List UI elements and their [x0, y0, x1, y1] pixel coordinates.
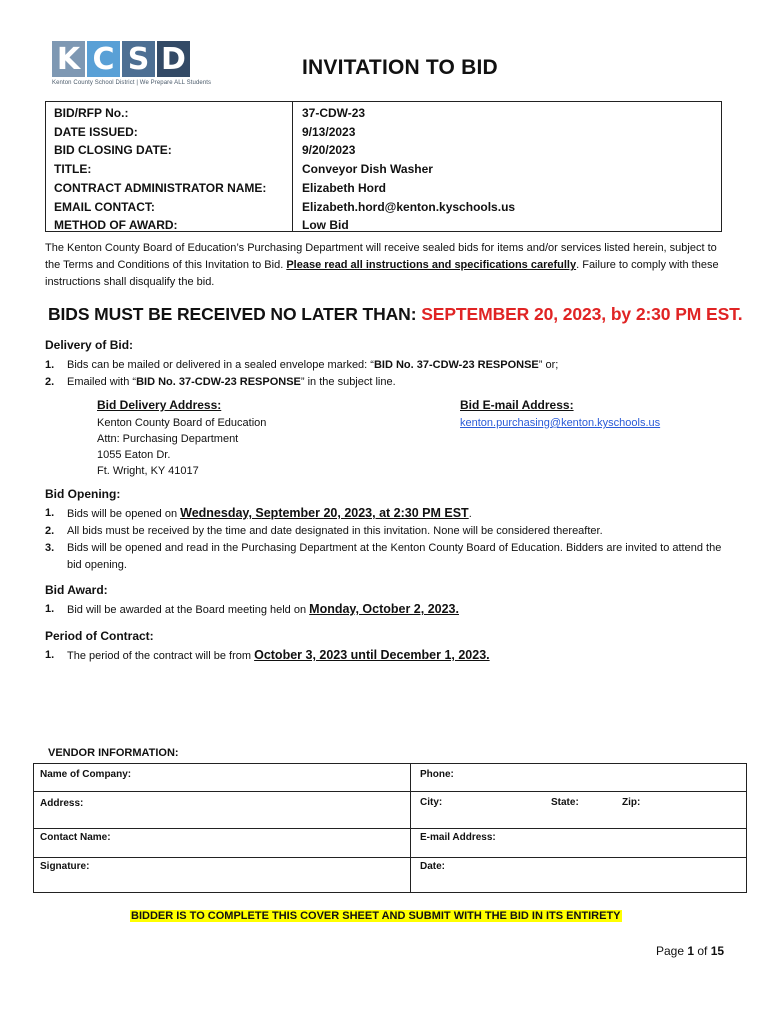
bid-info-values [302, 104, 515, 235]
award-item1-text: Bid will be awarded at the Board meeting held on [67, 604, 310, 616]
purchasing-email-link[interactable]: kenton.purchasing@kenton.kyschools.us [460, 417, 661, 429]
opening-item3-text: Bids will be opened and read in the Purchasing Department at the Kenton County Board of Education. Bidders are invited to attend the bid opening. [67, 542, 722, 571]
label-title: TITLE: [54, 162, 92, 177]
date-field[interactable]: Date: [420, 861, 446, 872]
value-method-of-award: Low Bid [302, 218, 349, 233]
list-number: 1. [45, 649, 55, 661]
vendor-table-row-line [33, 828, 747, 829]
list-item [45, 523, 725, 540]
address-line: Attn: Purchasing Department [97, 433, 239, 445]
contract-heading: Period of Contract: [45, 629, 154, 643]
value-date-issued: 9/13/2023 [302, 124, 356, 139]
list-item [45, 505, 725, 523]
delivery-email-block [460, 397, 660, 431]
opening-item1-bold: Wednesday, September 20, 2023, at 2:30 PM EST [180, 506, 469, 520]
page-total: 15 [710, 944, 725, 958]
phone-field[interactable]: Phone: [420, 769, 454, 780]
label-email-contact: EMAIL CONTACT: [54, 199, 155, 214]
label-bid-no: BID/RFP No.: [54, 106, 129, 120]
vendor-table-row-line [33, 791, 747, 792]
deadline-prefix: BIDS MUST BE RECEIVED NO LATER THAN: [48, 304, 422, 324]
value-title: Conveyor Dish Washer [302, 162, 433, 177]
delivery-item1-end: ” or; [538, 359, 559, 371]
page-of: of [694, 944, 711, 958]
label-method-of-award: METHOD OF AWARD: [54, 218, 178, 233]
contract-item1-bold: October 3, 2023 until December 1, 2023. [254, 648, 490, 662]
vendor-email-field[interactable]: E-mail Address: [420, 832, 496, 843]
address-line: Kenton County Board of Education [97, 417, 267, 429]
award-list [45, 601, 725, 619]
delivery-list [45, 357, 725, 391]
address-field[interactable]: Address: [40, 798, 84, 809]
bid-info-labels [54, 104, 266, 235]
logo-letter-d: D [157, 41, 190, 77]
logo-letter-s: S [122, 41, 155, 77]
list-number: 3. [45, 542, 55, 554]
list-number: 1. [45, 603, 55, 615]
logo-letter-c: C [87, 41, 120, 77]
logo-subtitle: Kenton County School District | We Prepare ALL Students [52, 80, 212, 86]
page-current: 1 [687, 944, 695, 958]
value-closing-date: 9/20/2023 [302, 143, 356, 158]
list-item [45, 647, 725, 665]
delivery-item2-end: ” in the subject line. [300, 376, 396, 388]
delivery-address-heading: Bid Delivery Address: [97, 398, 222, 412]
award-item1-bold: Monday, October 2, 2023. [309, 602, 459, 616]
opening-list [45, 505, 725, 574]
state-field[interactable]: State: [551, 797, 579, 808]
intro-text-2: . Failure to comply with these instructions shall disqualify the bid. [45, 259, 719, 288]
label-administrator: CONTRACT ADMINISTRATOR NAME: [54, 180, 267, 195]
vendor-info-title: VENDOR INFORMATION: [48, 747, 179, 759]
delivery-item2-bold: BID No. 37-CDW-23 RESPONSE [136, 376, 301, 388]
cover-sheet-note: BIDDER IS TO COMPLETE THIS COVER SHEET AND SUBMIT WITH THE BID IN ITS ENTIRETY [131, 910, 621, 922]
list-item [45, 540, 725, 574]
delivery-heading: Delivery of Bid: [45, 338, 134, 352]
label-closing-date: BID CLOSING DATE: [54, 143, 172, 158]
list-item [45, 374, 725, 391]
zip-field[interactable]: Zip: [622, 797, 641, 808]
address-line: 1055 Eaton Dr. [97, 449, 171, 461]
contract-list [45, 647, 725, 665]
deadline-date: SEPTEMBER 20, 2023, by 2:30 PM EST. [421, 304, 743, 324]
value-bid-no: 37-CDW-23 [302, 106, 366, 120]
bid-info-divider [292, 101, 293, 232]
page-number [656, 944, 724, 958]
list-item [45, 601, 725, 619]
deadline-headline [48, 304, 743, 325]
contact-name-field[interactable]: Contact Name: [40, 832, 111, 843]
list-number: 2. [45, 525, 55, 537]
intro-emphasis: Please read all instructions and specifications carefully [286, 259, 577, 271]
opening-item1-text: Bids will be opened on [67, 508, 181, 520]
page-prefix: Page [656, 944, 688, 958]
list-number: 2. [45, 376, 55, 388]
intro-text-1: The Kenton County Board of Education’s Purchasing Department will receive sealed bids for items and/or services listed herein, subject to the Terms and Conditions of this Invitation to Bid. [45, 242, 717, 271]
opening-item2-text: All bids must be received by the time and date designated in this invitation. None will be considered thereafter. [67, 525, 603, 537]
value-email-contact: Elizabeth.hord@kenton.kyschools.us [302, 199, 516, 214]
signature-field[interactable]: Signature: [40, 861, 90, 872]
list-item [45, 357, 725, 374]
vendor-table-row-line [33, 857, 747, 858]
city-field[interactable]: City: [420, 797, 443, 808]
delivery-email-heading: Bid E-mail Address: [460, 398, 574, 412]
delivery-item2-text: Emailed with “ [67, 376, 137, 388]
award-heading: Bid Award: [45, 583, 108, 597]
delivery-item1-bold: BID No. 37-CDW-23 RESPONSE [373, 359, 539, 371]
logo-letter-k: K [52, 41, 85, 77]
opening-item1-end: . [468, 508, 472, 520]
delivery-item1-text: Bids can be mailed or delivered in a sealed envelope marked: “ [67, 359, 374, 371]
contract-item1-text: The period of the contract will be from [67, 650, 255, 662]
document-title: INVITATION TO BID [302, 56, 498, 79]
company-name-field[interactable]: Name of Company: [40, 769, 132, 780]
list-number: 1. [45, 507, 55, 519]
kcsd-logo [52, 41, 212, 91]
value-administrator: Elizabeth Hord [302, 180, 387, 195]
opening-heading: Bid Opening: [45, 487, 121, 501]
delivery-address-block [97, 397, 266, 479]
label-date-issued: DATE ISSUED: [54, 124, 138, 139]
intro-paragraph [45, 240, 735, 291]
address-line: Ft. Wright, KY 41017 [97, 465, 199, 477]
list-number: 1. [45, 359, 55, 371]
